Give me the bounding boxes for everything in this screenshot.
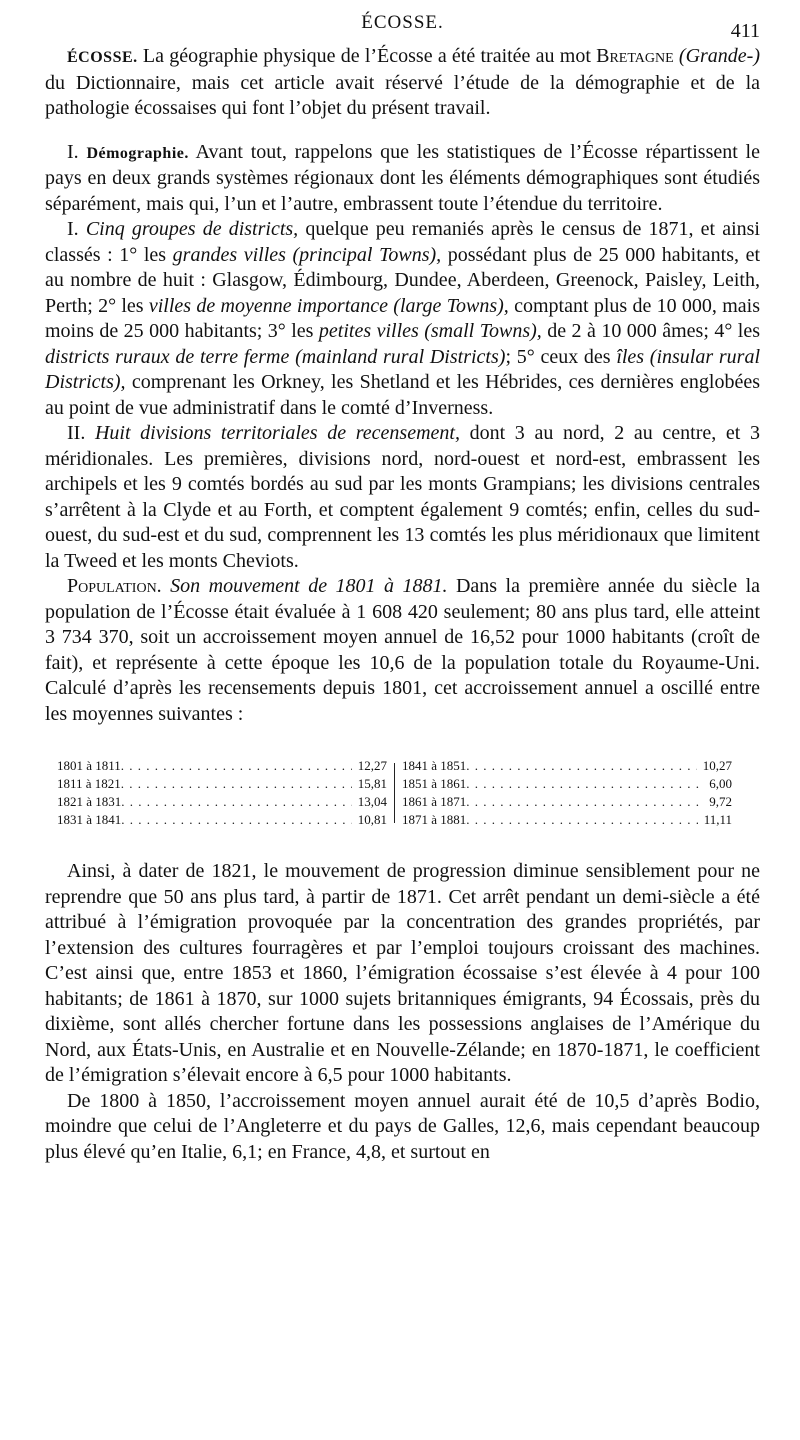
growth-rates-left-column <box>57 757 387 829</box>
table-row: 1871 à 1881 . . . 11,11 <box>402 811 732 829</box>
paragraph-ainsi: Ainsi, à dater de 1821, le mouvement de progression diminue sensiblement pour ne reprendre que 50 ans plus tard, à partir de 1871. Cet arrêt pendant un demi-siècle a été attribué à l’émigration provoquée par la concentration des grandes propriétés, par l’extension des cultures fourragères et par l’emploi toujours croissant des machines. C’est ainsi que, entre 1853 et 1860, l’émigration écossaise s’est élevée à 4 pour 100 habitants; de 1861 à 1870, sur 1000 sujets britanniques émigrants, 94 Écossais, près du dixième, sont allés chercher fortune dans les possessions anglaises de l’Amérique du Nord, aux États-Unis, en Australie et en Nouvelle-Zélande; en 1870-1871, le coefficient de l’émigration s’élevait encore à 6,5 pour 1000 habitants. <box>45 860 760 1086</box>
cross-reference: Bretagne <box>596 45 674 67</box>
entry-headword: ÉCOSSE. <box>67 49 138 66</box>
paragraph-groupes: I. Cinq groupes de districts, quelque peu remaniés après le census de 1871, et ainsi classés : 1° les grandes villes (principal Towns), possédant plus de 25 000 habitants, et au nombre de huit : Glasgow, Édimbourg, Dundee, Aberdeen, Greenock, Paisley, Leith, Perth; 2° les villes de moyenne importance (large Towns), comptant plus de 10 000, mais moins de 25 000 habitants; 3° les petites villes (small Towns), de 2 à 10 000 âmes; 4° les districts ruraux de terre ferme (mainland rural Districts); 5° ceux des îles (insular rural Districts), comprenant les Orkney, les Shetland et les Hébrides, ces dernières englobées au point de vue administratif dans le comté d’Inverness. <box>45 218 761 419</box>
page-number: 411 <box>730 20 760 42</box>
running-title: ÉCOSSE. <box>361 12 444 33</box>
growth-rates-table <box>45 757 760 829</box>
growth-rates-right-column <box>402 757 732 829</box>
population-label: Population. <box>67 575 162 597</box>
page-header <box>45 0 760 40</box>
table-row: 1811 à 1821 . . . 15,81 <box>57 775 387 793</box>
table-row: 1861 à 1871 . . . 9,72 <box>402 793 732 811</box>
paragraph-divisions: II. Huit divisions territoriales de recensement, dont 3 au nord, 2 au centre, et 3 méridionales. Les premières, divisions nord, nord-ouest et nord-est, embrassent les archipels et les 9 comtés bordés au sud par les monts Grampians; les divisions centrales s’arrêtent à la Clyde et au Forth, et comptent également 9 comtés; enfin, celles du sud-ouest, du sud-est et du sud, comprennent les 13 comtés les plus méridionaux que limitent la Tweed et les monts Cheviots. <box>45 422 760 572</box>
paragraph-final: De 1800 à 1850, l’accroissement moyen annuel aurait été de 10,5 d’après Bodio, moindre que celui de l’Angleterre et du pays de Galles, 12,6, mais cependant beaucoup plus élevé qu’en Italie, 6,1; en France, 4,8, et surtout en <box>45 1089 760 1163</box>
table-row: 1831 à 1841 . . . 10,81 <box>57 811 387 829</box>
paragraph-population: Population. Son mouvement de 1801 à 1881. Dans la première année du siècle la population de l’Écosse était évaluée à 1 608 420 seulement; 80 ans plus tard, elle atteint 3 734 370, soit un accroissement moyen annuel de 16,52 pour 1000 habitants (croît de fait), et représente à cette époque les 10,6 de la population totale du Royaume-Uni. Calculé d’après les recensements depuis 1801, cet accroissement annuel a oscillé entre les moyennes suivantes : <box>45 575 761 725</box>
section-demographie: I. Démographie. Avant tout, rappelons que les statistiques de l’Écosse répartissent le pays en deux grands systèmes régionaux dont les éléments démographiques sont étudiés séparément, mais qui, l’un et l’autre, embrassent toute l’étendue du territoire. <box>45 140 760 215</box>
table-row: 1841 à 1851 . . . 10,27 <box>402 757 732 775</box>
section-heading: Démographie. <box>86 144 189 162</box>
intro-paragraph: ÉCOSSE. La géographie physique de l’Écosse a été traitée au mot Bretagne (Grande-) du Dictionnaire, mais cet article avait réservé l’étude de la démographie et de la pathologie écossaises qui font l’objet du présent travail. <box>45 45 760 119</box>
table-row: 1851 à 1861 . . . 6,00 <box>402 775 732 793</box>
table-row: 1801 à 1811 . . . 12,27 <box>57 757 387 775</box>
table-row: 1821 à 1831 . . . 13,04 <box>57 793 387 811</box>
column-divider <box>394 763 395 823</box>
